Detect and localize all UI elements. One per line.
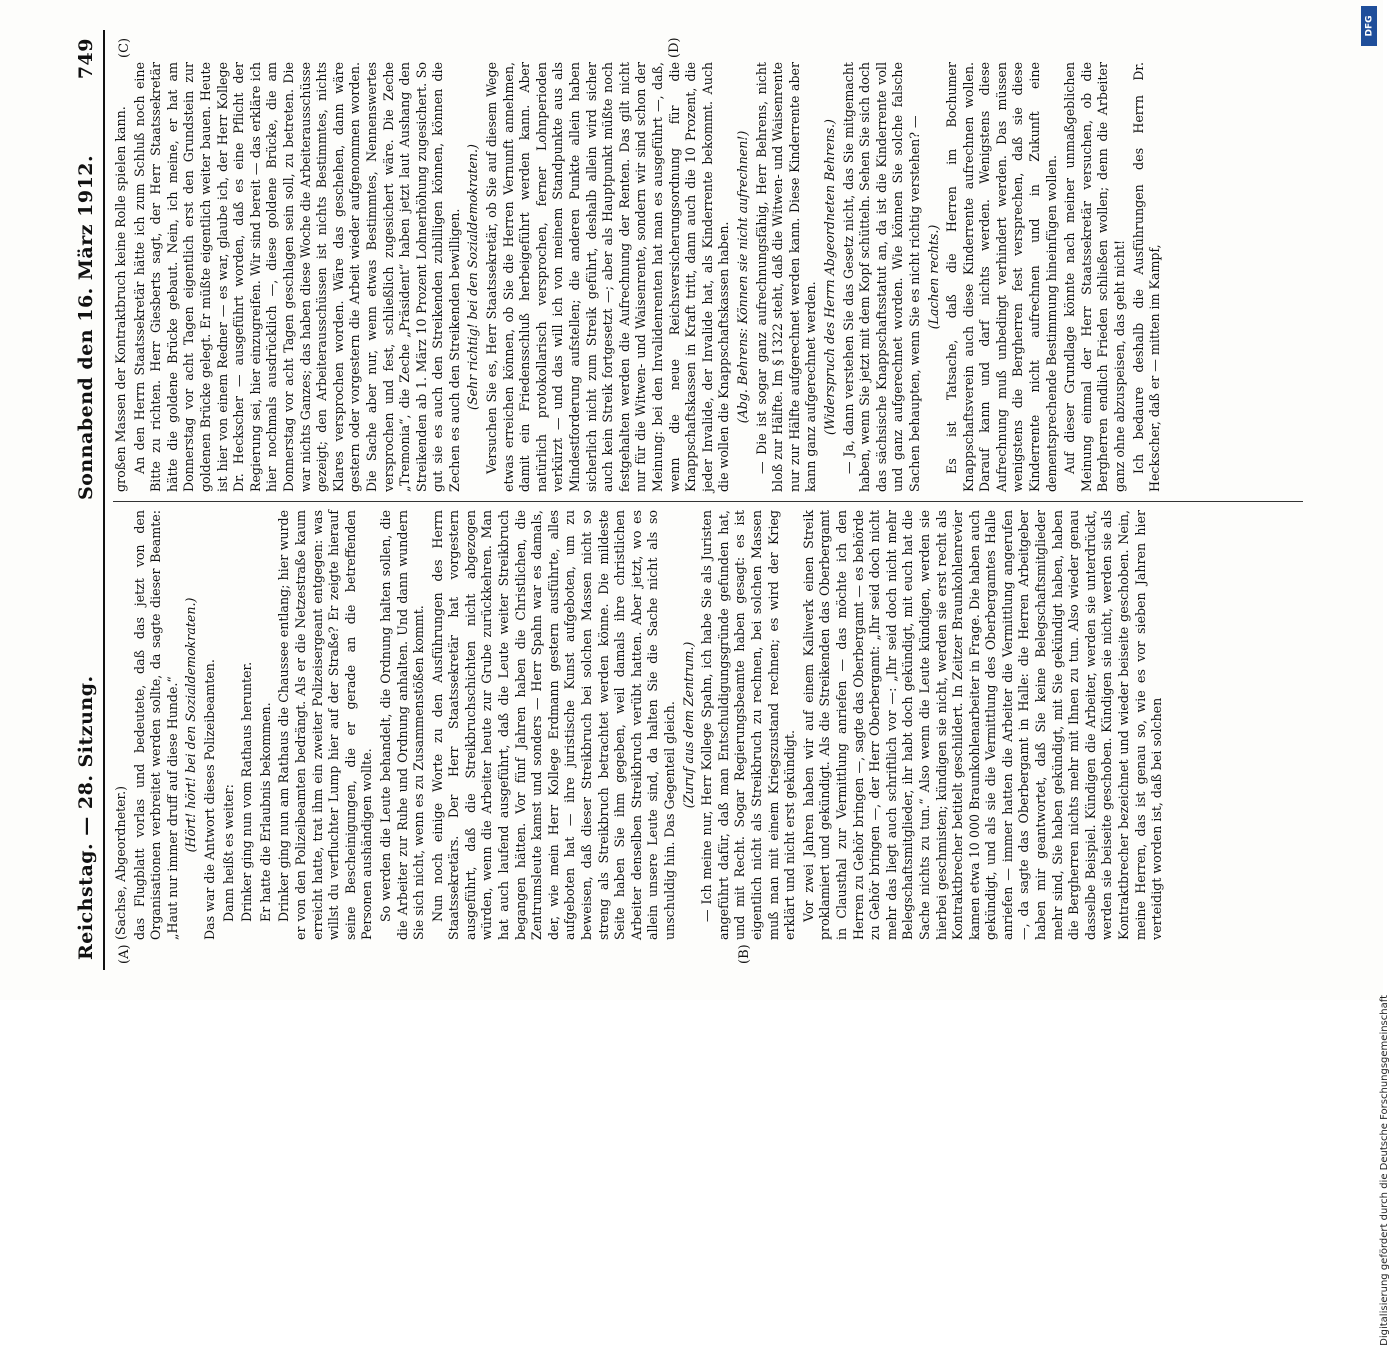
margin-mark-a: (A) [116,944,132,964]
dfg-logo-text: DFG [1364,15,1375,37]
paragraph: So werden die Leute behandelt, die Ordnung halten sollen, die die Arbeiter zur Ruhe und Ordnung anhalten. Und dann wundern Sie sich nicht, wenn es zu Zusammenstößen kommt. [377,510,426,940]
paragraph: Ich bedaure deshalb die Ausführungen des Herrn Dr. Heckscher, daß er — mitten im Kampf, [1130,62,1162,492]
paragraph: — Ich meine nur, Herr Kollege Spahn, ich habe Sie als Juristen angeführt dafür, daß man Entschuldigungsgründe gefunden hat, und mit Recht. Sogar Regierungsbeamte haben gesagt: es ist eigentlich nicht als Streikbruch zu rechnen, bei solchen Massen muß man mit einem Kriegszustand rechnen; es wird der Krieg erklärt und nicht erst gekündigt. [698,510,797,940]
paragraph: Dann heißt es weiter: [220,784,236,922]
paragraph: (Sachse, Abgeordneter.) [112,785,128,940]
paragraph: (Widerspruch des Herrn Abgeordneten Behrens.) [821,119,837,435]
column-left [113,510,1313,940]
page-header [67,30,107,970]
header-rule [103,30,105,970]
column-divider [113,501,1303,502]
paragraph: Auf dieser Grundlage könnte nach meiner unmaßgeblichen Meinung einmal der Herr Staatssekretär versuchen, ob die Bergherren endlich Frieden schließen wollen; denn die Arbeiter ganz ohne abzuspeisen, das geht nicht! [1061,62,1127,492]
paragraph: (Abg. Behrens: Können sie nicht aufrechnen!) [734,130,750,424]
header-date: Sonnabend den 16. März 1912. [74,154,97,500]
paragraph: Nun noch einige Worte zu den Ausführungen des Herrn Staatssekretärs. Der Herr Staatssekretär hat vorgestern ausgeführt, daß die Streikbruchschichten nicht abgezogen würden, wenn die Arbeiter heute zur Grube zurückkehren. Man hat auch laufend ausgeführt, daß die Leute weiter Streikbruch begangen hätten. Vor fünf Jahren haben die Christlichen, die Zentrumsleute kamst und sonders — Herr Spahn war es damals, der, wie mein Herr Kollege Erdmann gestern ausführte, alles aufgeboten hat — ihre juristische Kunst aufgeboten, um zu beweisen, daß dieser Streikbruch bei solchen Massen nicht so streng als Streikbruch betrachtet werden könne. Die mildeste Seite haben Sie ihm gegeben, weil damals ihre christlichen Arbeiter denselben Streikbruch verübt hatten. Aber jetzt, wo es allein unsere Leute sind, da halten Sie die Sache nicht als so unschuldig hin. Das Gegenteil gleich. [429,510,677,940]
paragraph: Das war die Antwort dieses Polizeibeamten. [201,659,217,940]
margin-mark-c: (C) [116,37,132,58]
margin-mark-b: (B) [736,944,752,964]
paragraph: (Hört! hört! bei den Sozialdemokraten.) [182,597,198,853]
column-right [113,62,1313,492]
dfg-logo [1361,6,1377,46]
paragraph: (Zuruf aus dem Zentrum.) [680,641,696,809]
paragraph: Vor zwei Jahren haben wir auf einem Kaliwerk einen Streik proklamiert und gekündigt. Als die Streikenden das Oberbergamt in Clausthal zur Vermittlung anriefen — das möchte ich den Herren zu Gehör bringen —, sagte das Oberbergamt — es behörde zu Gehör bringen —, der Herr Oberbergamt: „Ihr seid doch nicht mehr das liegt auch schriftlich vor —: „Ihr seid doch nicht mehr Belegschaftsmitglieder, ihr habt doch gekündigt, mit euch hat die Sache nichts zu tun.“ Also wenn die Leute kündigen, werden sie hierbei geschmisten; kündigen sie nicht, werden sie erst recht als Kontraktbrecher betitelt geschildert. In Zeitzer Braunkohlenrevier kamen etwa 10 000 Braunkohlenarbeiter in Frage. Die haben auch gekündigt, und als sie die Vermittlung des Oberbergamtes Halle anriefen — immer hatten die Arbeiter die Vermittlung angerufen —, da sagte das Oberbergamt in Halle: die Herren Arbeitgeber haben mir geantwortet, daß Sie keine Belegschaftsmitglieder mehr sind, Sie haben gekündigt, mit Sie gekündigt haben, haben die Bergherren nichts mehr mit Ihnen zu tun. Also wieder genau dasselbe Beispiel. Kündigen die Arbeiter, werden sie unterdrückt, werden sie beiseite geschoben. Kündigen sie nicht, werden sie als Kontraktbrecher bezeichnet und wieder beiseite geschoben. Nein, meine Herren, das ist genau so, wie es vor sieben Jahren hier verteidigt worden ist, daß bei solchen [800,510,1164,940]
header-left: Reichstag. — 28. Sitzung. [74,675,97,960]
page-number: 749 [74,38,97,80]
paragraph: — Die ist sogar ganz aufrechnungsfähig, Herr Behrens, nicht bloß zur Hälfte. Im § 1322 steht, daß die Witwen- und Waisenrente nur zur Hälfte aufgerechnet werden kann. Diese Kinderrente aber kann ganz aufgerechnet werden. [753,62,818,492]
paragraph: — Ja, dann verstehen Sie das Gesetz nicht, das Sie mitgemacht haben, wenn Sie jetzt mit dem Kopf schütteln. Sehen Sie sich doch das sächsische Knappschaftsstatut an, da ist die Kinderrente voll und ganz aufgerechnet worden. Wie können Sie solche falsche Sachen behaupten, wenn Sie es nicht richtig verstehen? — [840,62,922,492]
paragraph: An den Herrn Staatssekretär hätte ich zum Schluß noch eine Bitte zu richten. Herr Giesberts sagt, der Herr Staatssekretär hätte die goldene Brücke gebaut. Nein, ich meine, er hat am Donnerstag vor acht Tagen eigentlich erst den Grundstein zur goldenen Brücke gelegt. Er müßte eigentlich weiter bauen. Heute ist hier von einem Redner — es war, glaube ich, der Herr Kollege Dr. Heckscher — ausgeführt worden, daß es eine Pflicht der Regierung sei, hier einzugreifen. Wir sind bereit — das erkläre ich hier nochmals ausdrücklich —, diese goldene Brücke, die am Donnerstag vor acht Tagen geschlagen sein soll, zu betreten. Die war nichts Ganzes; das haben diese Woche die Arbeiterausschüsse gezeigt; den Arbeiterausschüssen ist nichts Bestimmtes, nichts Klares versprochen worden. Wäre das geschehen, dann wäre gestern oder vorgestern die Arbeit wieder aufgenommen worden. Die Sache aber nur, wenn etwas Bestimmtes, Nennenswertes versprochen und fest, schließlich zugesichert wäre. Die Zeche „Tremonia“, die Zeche „Präsident“ haben jetzt laut Aushang den Streikenden ab 1. März 10 Prozent Lohnerhöhung zugesichert. So gut sie es auch den Streikenden zubilligen können, können die Zechen es auch den Streikenden bewilligen. [131,62,462,492]
paragraph: Er hatte die Erlaubnis bekommen. [257,702,273,922]
paragraph: (Sehr richtig! bei den Sozialdemokraten.) [464,144,480,410]
paragraph: Drinker ging nun vom Rathaus herunter. [238,661,254,922]
dfg-credit: Digitalisierung gefördert durch die Deutsche Forschungsgemeinschaft [1379,995,1390,1346]
paragraph: Versuchen Sie es, Herr Staatssekretär, ob Sie auf diesem Wege etwas erreichen können, ob Sie die Herren Vernunft annehmen, damit ein Friedensschluß herbeigeführt werden kann. Aber natürlich protokollarisch versprochen, ferner Lohnperioden verkürzt — und das will ich von meinem Standpunkte aus als Mindestforderung aufstellen; die anderen Punkte allein haben sicherlich nicht zum Streik geführt, deshalb allein wird sicher auch kein Streik fortgesetzt —; aber als Hauptpunkt müßte noch festgehalten werden die Aufrechnung der Renten. Das gilt nicht nur für die Witwen- und Waisenrente, sondern wir sind schon der Meinung: bei den Invalidenrenten hat man es ausgeführt —, daß, wenn die neue Reichsversicherungsordnung für die Knappschaftskassen in Kraft tritt, dann auch die 10 Prozent, die jeder Invalide, der Invalide hat, als Kinderrente bekommt. Auch die wollen die Knappschaftskassen haben. [483,62,731,492]
paragraph: das Flugblatt vorlas und bedeutete, daß das jetzt von den Organisationen verbreitet werden sollte, da sagte dieser Beamte: „Haut nur immer druff auf diese Hunde.“ [131,510,180,940]
rotated-page [47,30,1337,970]
paragraph: Drinker ging nun am Rathaus die Chaussee entlang; hier wurde er von den Polizeibeamten bedrängt. Als er die Netzestraße kaum erreicht hatte, trat ihm ein zweiter Polizeisergeant entgegen: was willst du verfluchter Lump hier auf der Straße? Er zeigte hierauf seine Bescheinigungen, die er gerade an die betreffenden Personen aushändigen wollte. [275,510,374,940]
paragraph: Es ist Tatsache, daß die Herren im Bochumer Knappschaftsverein auch diese Kinderrente aufrechnen wollen. Darauf kann und darf nichts werden. Wenigstens diese Aufrechnung muß unbedingt verhindert werden. Das müssen wenigstens die Bergherren fest versprechen, daß sie diese Kinderrente nicht aufrechnen und in Zukunft eine dementsprechende Bestimmung hineinfügen wollen. [943,62,1059,492]
paragraph: (Lachen rechts.) [925,224,940,330]
margin-mark-d: (D) [666,37,682,58]
paragraph: großen Massen der Kontraktbruch keine Rolle spielen kann. [112,106,128,492]
